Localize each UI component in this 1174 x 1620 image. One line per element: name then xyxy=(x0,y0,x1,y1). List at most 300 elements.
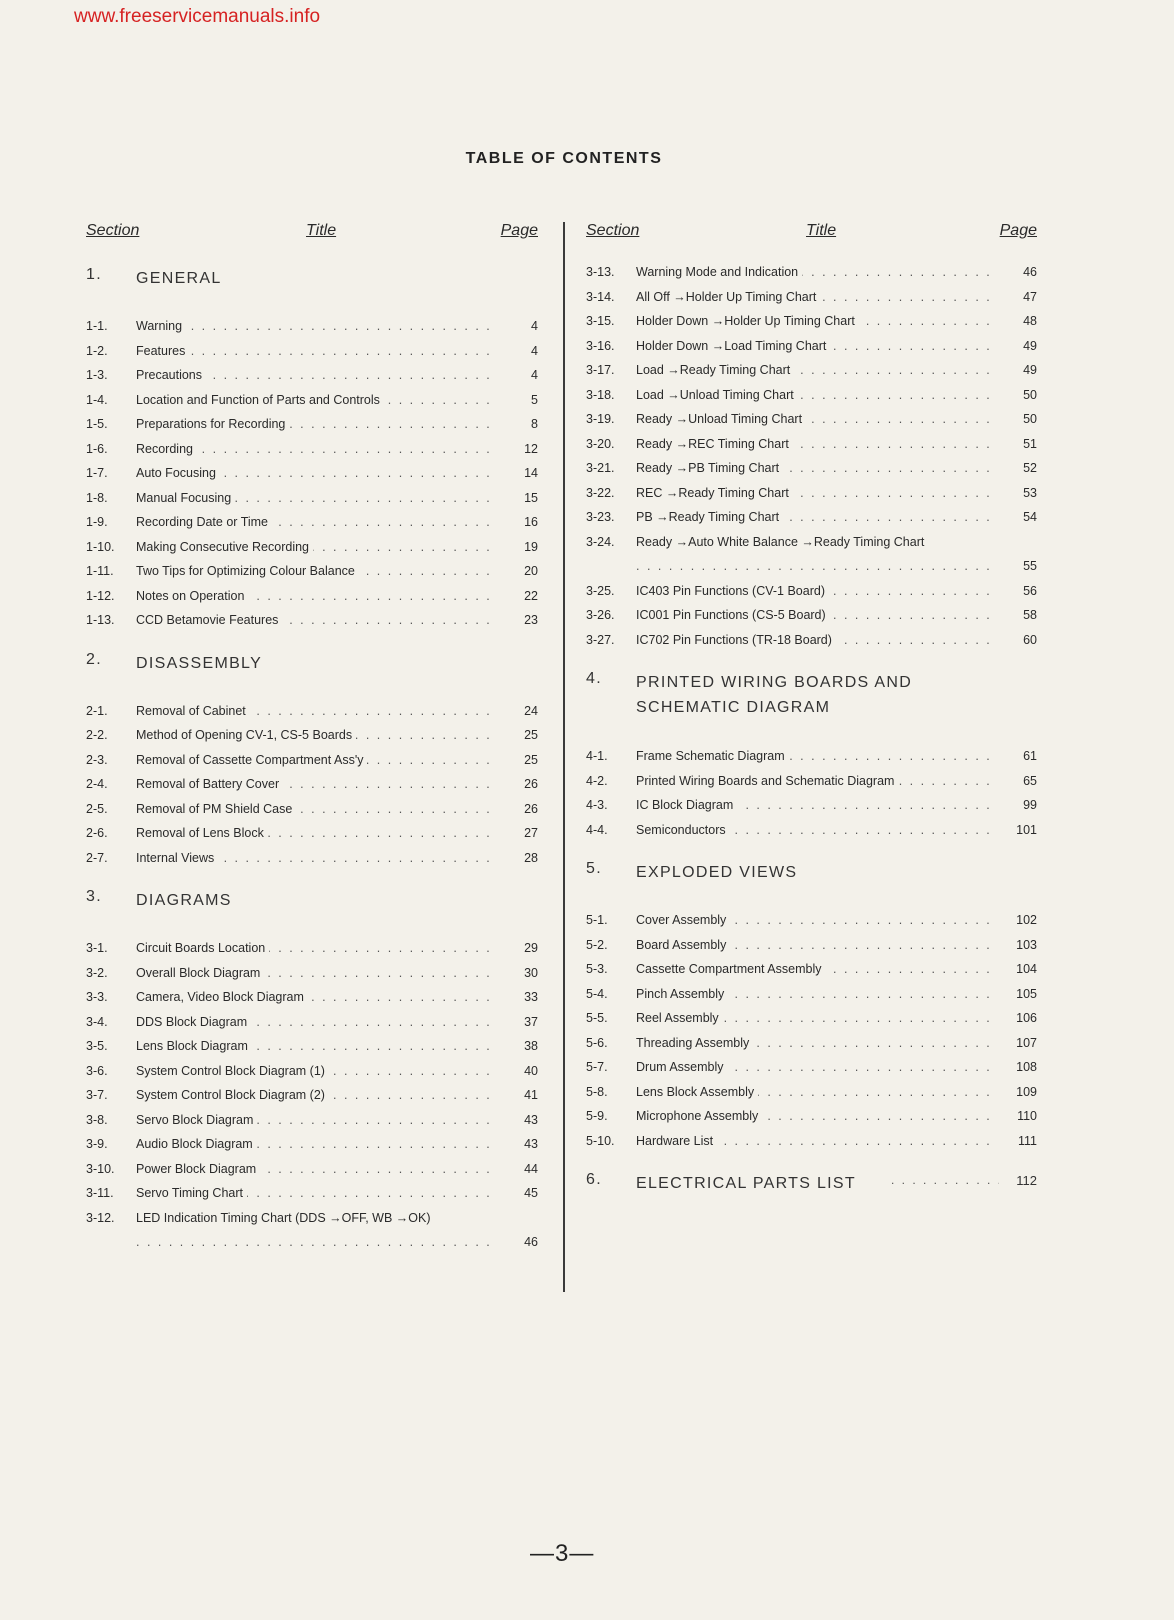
toc-right-list xyxy=(586,248,1037,1195)
toc-entry[interactable] xyxy=(86,584,538,609)
toc-entry[interactable] xyxy=(586,982,1037,1007)
entry-title: Servo Timing Chart xyxy=(136,1186,247,1200)
entry-page: 8 xyxy=(531,417,538,431)
entry-page: 25 xyxy=(524,752,538,767)
entry-title: Preparations for Recording xyxy=(136,417,289,431)
entry-title: Hardware List xyxy=(636,1134,717,1148)
entry-page: 4 xyxy=(531,343,538,358)
toc-entry[interactable] xyxy=(86,936,538,961)
entry-page: 49 xyxy=(1023,338,1037,353)
entry-title: Precautions xyxy=(136,368,206,382)
page-title: TABLE OF CONTENTS xyxy=(465,150,663,167)
entry-number: 3-4. xyxy=(86,1014,108,1029)
entry-title: PB →Ready Timing Chart xyxy=(636,510,783,524)
entry-number: 1-13. xyxy=(86,613,115,627)
entry-title-wrap xyxy=(136,339,498,364)
entry-title: Removal of Battery Cover xyxy=(136,777,283,791)
toc-entry[interactable] xyxy=(586,1006,1037,1031)
toc-entry[interactable] xyxy=(86,1010,538,1035)
entry-page: 4 xyxy=(531,368,538,382)
entry-page: 108 xyxy=(1016,1060,1037,1074)
entry-title-wrap xyxy=(136,510,498,535)
entry-page: 46 xyxy=(1023,265,1037,279)
toc-entry[interactable] xyxy=(86,314,538,339)
entry-title: Threading Assembly xyxy=(636,1036,753,1050)
entry-title-wrap xyxy=(636,933,997,958)
entry-title: CCD Betamovie Features xyxy=(136,613,282,627)
entry-title: Ready →REC Timing Chart xyxy=(636,437,793,451)
entry-page: 19 xyxy=(524,539,538,554)
entry-number: 3-18. xyxy=(586,387,615,402)
section-number: 6. xyxy=(586,1171,602,1188)
toc-section-heading[interactable] xyxy=(586,860,1037,884)
entry-number: 1-8. xyxy=(86,490,108,505)
toc-entry[interactable] xyxy=(86,961,538,986)
section-number: 1. xyxy=(86,266,102,283)
entry-page: 27 xyxy=(524,826,538,840)
entry-title-wrap xyxy=(636,628,997,653)
entry-title-wrap xyxy=(636,744,997,769)
entry-page: 43 xyxy=(524,1137,538,1151)
entry-title: Camera, Video Block Diagram xyxy=(136,990,308,1004)
entry-page: 44 xyxy=(524,1161,538,1176)
entry-number: 5-3. xyxy=(586,962,608,976)
entry-title: DDS Block Diagram xyxy=(136,1015,251,1029)
entry-number: 2-3. xyxy=(86,752,108,767)
entry-title-wrap xyxy=(636,383,997,408)
entry-title-wrap xyxy=(136,821,498,846)
entry-title: Removal of Lens Block xyxy=(136,826,268,840)
entry-number: 1-7. xyxy=(86,466,108,480)
section-title: DISASSEMBLY xyxy=(136,654,263,672)
entry-title-wrap xyxy=(136,486,498,511)
page-number: —3— xyxy=(530,1540,595,1567)
entry-page: 15 xyxy=(524,490,538,505)
entry-title-wrap xyxy=(136,437,498,462)
entry-title: Internal Views xyxy=(136,851,218,865)
toc-entry[interactable] xyxy=(86,1108,538,1133)
toc-entry[interactable] xyxy=(86,1132,538,1157)
entry-number: 4-1. xyxy=(586,749,608,763)
section-number: 2. xyxy=(86,650,102,668)
entry-title-wrap xyxy=(136,1157,498,1182)
entry-page: 43 xyxy=(524,1112,538,1127)
entry-page: 26 xyxy=(524,777,538,791)
header-title: Title xyxy=(306,222,337,239)
toc-entry[interactable] xyxy=(86,608,538,633)
entry-page: 23 xyxy=(524,613,538,627)
entry-title: Manual Focusing xyxy=(136,491,235,505)
entry-title-wrap xyxy=(636,1006,997,1031)
entry-number: 1-5. xyxy=(86,417,108,431)
entry-page: 60 xyxy=(1023,632,1037,647)
entry-number: 2-7. xyxy=(86,850,108,865)
entry-title: Pinch Assembly xyxy=(636,987,728,1001)
entry-number: 5-2. xyxy=(586,937,608,952)
toc-entry[interactable] xyxy=(586,260,1037,285)
toc-entry[interactable] xyxy=(86,510,538,535)
entry-number: 5-6. xyxy=(586,1035,608,1050)
column-headers xyxy=(586,222,1037,248)
section-title: EXPLODED VIEWS xyxy=(636,864,798,881)
toc-entry[interactable] xyxy=(86,1034,538,1059)
entry-page: 45 xyxy=(524,1186,538,1200)
toc-entry[interactable] xyxy=(86,1157,538,1182)
toc-entry[interactable] xyxy=(586,908,1037,933)
entry-title: Overall Block Diagram xyxy=(136,966,264,980)
entry-title-wrap xyxy=(136,1010,498,1035)
toc-entry[interactable] xyxy=(586,769,1037,794)
entry-page: 38 xyxy=(524,1039,538,1053)
toc-entry[interactable] xyxy=(86,699,538,724)
entry-number: 4-4. xyxy=(586,822,608,837)
entry-title: All Off →Holder Up Timing Chart xyxy=(636,290,820,304)
section-number: 5. xyxy=(586,860,602,877)
entry-number: 3-3. xyxy=(86,990,108,1004)
header-page: Page xyxy=(999,222,1037,239)
entry-title: Warning xyxy=(136,319,186,333)
entry-title: Audio Block Diagram xyxy=(136,1137,257,1151)
toc-left-column xyxy=(86,222,538,1255)
toc-entry[interactable] xyxy=(86,1206,538,1255)
toc-entry[interactable] xyxy=(586,285,1037,310)
entry-number: 1-2. xyxy=(86,343,108,358)
toc-entry[interactable] xyxy=(86,461,538,486)
entry-title-wrap xyxy=(636,260,997,285)
entry-page: 111 xyxy=(1017,1133,1037,1148)
entry-number: 3-5. xyxy=(86,1039,108,1053)
entry-number: 3-14. xyxy=(586,289,615,304)
entry-title: Recording xyxy=(136,442,197,456)
entry-page: 50 xyxy=(1023,387,1037,402)
toc-entry[interactable] xyxy=(586,1031,1037,1056)
entry-title: IC403 Pin Functions (CV-1 Board) xyxy=(636,584,829,598)
section-title: GENERAL xyxy=(136,270,222,287)
entry-page: 101 xyxy=(1016,822,1037,837)
entry-title: System Control Block Diagram (2) xyxy=(136,1088,329,1102)
toc-entry[interactable] xyxy=(86,559,538,584)
entry-number: 3-11. xyxy=(86,1186,114,1200)
entry-page: 26 xyxy=(524,801,538,816)
entry-number: 3-12. xyxy=(86,1210,115,1225)
column-headers xyxy=(86,222,538,248)
toc-entry[interactable] xyxy=(86,388,538,413)
toc-entry[interactable] xyxy=(586,1104,1037,1129)
entry-number: 3-20. xyxy=(586,436,615,451)
entry-title: Load →Ready Timing Chart xyxy=(636,363,794,377)
entry-page: 99 xyxy=(1023,798,1037,812)
section-number: 4. xyxy=(586,670,602,687)
toc-entry[interactable] xyxy=(586,358,1037,383)
entry-title: Removal of Cabinet xyxy=(136,704,250,718)
entry-title-wrap xyxy=(636,982,997,1007)
entry-title: Frame Schematic Diagram xyxy=(636,749,789,763)
entry-number: 3-16. xyxy=(586,338,615,353)
entry-number: 5-8. xyxy=(586,1084,608,1099)
toc-entry[interactable] xyxy=(586,383,1037,408)
toc-entry[interactable] xyxy=(86,723,538,748)
entry-number: 3-7. xyxy=(86,1088,108,1102)
toc-entry[interactable] xyxy=(586,628,1037,653)
toc-entry[interactable] xyxy=(586,481,1037,506)
entry-page: 58 xyxy=(1023,608,1037,622)
column-divider xyxy=(563,222,565,1292)
entry-title: Semiconductors xyxy=(636,823,730,837)
toc-entry[interactable] xyxy=(586,1080,1037,1105)
entry-title: IC702 Pin Functions (TR-18 Board) xyxy=(636,633,836,647)
entry-title: Removal of Cassette Compartment Ass'y xyxy=(136,753,367,767)
entry-title: Recording Date or Time xyxy=(136,515,272,529)
entry-number: 3-22. xyxy=(586,485,615,500)
entry-number: 1-6. xyxy=(86,441,108,456)
entry-title-wrap xyxy=(636,1104,997,1129)
toc-right-column xyxy=(586,222,1037,1219)
toc-entry[interactable] xyxy=(86,1181,538,1206)
entry-title-wrap xyxy=(136,461,498,486)
entry-page: 16 xyxy=(524,515,538,529)
entry-page: 4 xyxy=(531,319,538,333)
entry-title-wrap xyxy=(636,769,997,794)
toc-section-heading[interactable] xyxy=(86,888,538,912)
entry-page: 5 xyxy=(531,392,538,407)
entry-page: 51 xyxy=(1023,436,1037,451)
toc-entry[interactable] xyxy=(586,456,1037,481)
entry-title-wrap xyxy=(636,603,997,628)
entry-title: Servo Block Diagram xyxy=(136,1113,257,1127)
entry-title-wrap xyxy=(636,579,997,604)
entry-number: 3-1. xyxy=(86,941,108,955)
toc-entry[interactable] xyxy=(86,363,538,388)
toc-entry[interactable] xyxy=(586,957,1037,982)
entry-title: Drum Assembly xyxy=(636,1060,728,1074)
entry-number: 3-15. xyxy=(586,314,615,328)
toc-entry[interactable] xyxy=(86,486,538,511)
toc-section-heading[interactable] xyxy=(86,266,538,290)
entry-title-wrap xyxy=(136,559,498,584)
toc-section-heading[interactable] xyxy=(586,670,1037,720)
entry-page: 41 xyxy=(524,1088,538,1102)
entry-number: 5-4. xyxy=(586,986,608,1001)
entry-title: Warning Mode and Indication xyxy=(636,265,802,279)
entry-number: 3-8. xyxy=(86,1112,108,1127)
entry-title: Cassette Compartment Assembly xyxy=(636,962,826,976)
entry-page: 46 xyxy=(524,1235,538,1249)
entry-number: 2-6. xyxy=(86,826,108,840)
entry-page: 49 xyxy=(1023,363,1037,377)
toc-entry[interactable] xyxy=(586,818,1037,843)
entry-page: 105 xyxy=(1016,986,1037,1001)
toc-entry[interactable] xyxy=(86,846,538,871)
entry-title-wrap xyxy=(136,1059,498,1084)
entry-page: 30 xyxy=(524,965,538,980)
entry-number: 3-27. xyxy=(586,632,615,647)
toc-entry[interactable] xyxy=(586,407,1037,432)
entry-page: 48 xyxy=(1023,314,1037,328)
entry-title-wrap xyxy=(136,1108,498,1133)
entry-title-wrap xyxy=(636,1031,997,1056)
entry-page: 12 xyxy=(524,441,538,456)
entry-number: 3-9. xyxy=(86,1137,108,1151)
entry-title-wrap xyxy=(136,985,498,1010)
toc-entry[interactable] xyxy=(586,744,1037,769)
entry-title: Board Assembly xyxy=(636,938,730,952)
toc-entry[interactable] xyxy=(86,1083,538,1108)
entry-page: 110 xyxy=(1017,1109,1037,1123)
entry-title-wrap xyxy=(136,1206,498,1255)
entry-page: 56 xyxy=(1023,583,1037,598)
entry-number: 3-10. xyxy=(86,1161,115,1176)
entry-title-wrap xyxy=(136,772,498,797)
entry-title-wrap xyxy=(136,748,498,773)
entry-title: REC →Ready Timing Chart xyxy=(636,486,793,500)
toc-entry[interactable] xyxy=(86,535,538,560)
entry-title-wrap xyxy=(136,936,498,961)
entry-title: Holder Down →Holder Up Timing Chart xyxy=(636,314,859,328)
toc-entry[interactable] xyxy=(586,603,1037,628)
entry-title: Ready →Unload Timing Chart xyxy=(636,412,806,426)
entry-number: 5-1. xyxy=(586,913,608,927)
section-title: PRINTED WIRING BOARDS AND SCHEMATIC DIAGRAM xyxy=(636,674,913,716)
toc-entry[interactable] xyxy=(86,437,538,462)
entry-number: 1-9. xyxy=(86,515,108,529)
entry-title-wrap xyxy=(136,388,498,413)
entry-number: 1-1. xyxy=(86,319,108,333)
entry-page: 55 xyxy=(1023,559,1037,573)
entry-number: 5-5. xyxy=(586,1011,608,1025)
entry-page: 37 xyxy=(524,1014,538,1029)
entry-number: 3-19. xyxy=(586,412,615,426)
entry-title-wrap xyxy=(136,846,498,871)
entry-page: 109 xyxy=(1016,1084,1037,1099)
entry-page: 52 xyxy=(1023,461,1037,475)
toc-entry[interactable] xyxy=(86,412,538,437)
entry-title-wrap xyxy=(636,309,997,334)
toc-entry[interactable] xyxy=(586,334,1037,359)
entry-title: Method of Opening CV-1, CS-5 Boards xyxy=(136,728,356,742)
toc-entry[interactable] xyxy=(586,1055,1037,1080)
entry-number: 3-23. xyxy=(586,510,615,524)
entry-title: Power Block Diagram xyxy=(136,1162,260,1176)
header-section: Section xyxy=(86,222,140,239)
entry-title-wrap xyxy=(636,407,997,432)
toc-entry[interactable] xyxy=(86,772,538,797)
entry-title: Holder Down →Load Timing Chart xyxy=(636,339,830,353)
entry-page: 40 xyxy=(524,1063,538,1078)
entry-title-wrap xyxy=(136,535,498,560)
entry-title-wrap xyxy=(136,314,498,339)
entry-title: Lens Block Assembly xyxy=(636,1085,758,1099)
entry-title-wrap xyxy=(636,481,997,506)
toc-entry[interactable] xyxy=(86,748,538,773)
entry-number: 3-21. xyxy=(586,461,615,475)
entry-title: Auto Focusing xyxy=(136,466,220,480)
entry-number: 5-9. xyxy=(586,1109,608,1123)
entry-page: 106 xyxy=(1016,1011,1037,1025)
entry-title: Printed Wiring Boards and Schematic Diagram xyxy=(636,774,898,788)
entry-title-wrap xyxy=(636,1129,997,1154)
entry-title-wrap xyxy=(136,1034,498,1059)
toc-section-heading[interactable] xyxy=(86,651,538,675)
entry-page: 24 xyxy=(524,703,538,718)
entry-title-wrap xyxy=(136,699,498,724)
entry-number: 1-4. xyxy=(86,392,108,407)
entry-number: 3-26. xyxy=(586,608,615,622)
entry-page: 54 xyxy=(1023,510,1037,524)
section-page: 112 xyxy=(1016,1173,1037,1188)
entry-page: 20 xyxy=(524,564,538,578)
entry-title: LED Indication Timing Chart (DDS →OFF, WB →OK) xyxy=(136,1211,435,1225)
entry-title-wrap xyxy=(136,412,498,437)
toc-left-list xyxy=(86,266,538,1255)
entry-title-wrap xyxy=(636,957,997,982)
entry-number: 1-3. xyxy=(86,368,108,382)
entry-number: 4-3. xyxy=(586,798,608,812)
entry-page: 65 xyxy=(1023,773,1037,788)
entry-title: Removal of PM Shield Case xyxy=(136,802,296,816)
toc-entry[interactable] xyxy=(86,821,538,846)
toc-entry[interactable] xyxy=(86,1059,538,1084)
entry-title-wrap xyxy=(136,608,498,633)
entry-title-wrap xyxy=(136,723,498,748)
entry-page: 53 xyxy=(1023,485,1037,500)
entry-number: 3-24. xyxy=(586,534,615,549)
toc-entry[interactable] xyxy=(586,579,1037,604)
entry-title-wrap xyxy=(636,818,997,843)
entry-page: 29 xyxy=(524,941,538,955)
entry-title: IC Block Diagram xyxy=(636,798,737,812)
entry-title: Location and Function of Parts and Controls xyxy=(136,393,384,407)
entry-title-wrap xyxy=(136,1132,498,1157)
toc-entry[interactable] xyxy=(586,933,1037,958)
header-section: Section xyxy=(586,222,640,239)
entry-title: Ready →Auto White Balance →Ready Timing Chart xyxy=(636,535,928,549)
toc-entry[interactable] xyxy=(586,309,1037,334)
entry-title-wrap xyxy=(636,432,997,457)
toc-entry[interactable] xyxy=(586,1129,1037,1154)
entry-number: 3-25. xyxy=(586,583,615,598)
header-page: Page xyxy=(500,222,538,239)
entry-title-wrap xyxy=(136,363,498,388)
entry-title-wrap xyxy=(136,1083,498,1108)
toc-entry[interactable] xyxy=(586,505,1037,530)
toc-entry[interactable] xyxy=(586,793,1037,818)
header-title: Title xyxy=(806,222,837,239)
entry-title-wrap xyxy=(636,334,997,359)
section-number: 3. xyxy=(86,888,102,905)
toc-entry[interactable] xyxy=(586,530,1037,579)
toc-entry[interactable] xyxy=(86,985,538,1010)
entry-title-wrap xyxy=(636,358,997,383)
entry-number: 1-12. xyxy=(86,588,115,603)
toc-entry[interactable] xyxy=(86,797,538,822)
entry-title: Making Consecutive Recording xyxy=(136,540,313,554)
entry-page: 25 xyxy=(524,728,538,742)
entry-number: 1-11. xyxy=(86,564,114,578)
entry-number: 4-2. xyxy=(586,773,608,788)
entry-page: 47 xyxy=(1023,289,1037,304)
entry-title: Microphone Assembly xyxy=(636,1109,762,1123)
entry-title: Lens Block Diagram xyxy=(136,1039,252,1053)
entry-number: 3-2. xyxy=(86,965,108,980)
toc-section-heading[interactable] xyxy=(586,1171,1037,1195)
entry-number: 2-4. xyxy=(86,777,108,791)
entry-title: Ready →PB Timing Chart xyxy=(636,461,783,475)
entry-title: Cover Assembly xyxy=(636,913,730,927)
toc-entry[interactable] xyxy=(86,339,538,364)
watermark-link[interactable]: www.freeservicemanuals.info xyxy=(74,6,321,27)
entry-title-wrap xyxy=(136,584,498,609)
toc-entry[interactable] xyxy=(586,432,1037,457)
